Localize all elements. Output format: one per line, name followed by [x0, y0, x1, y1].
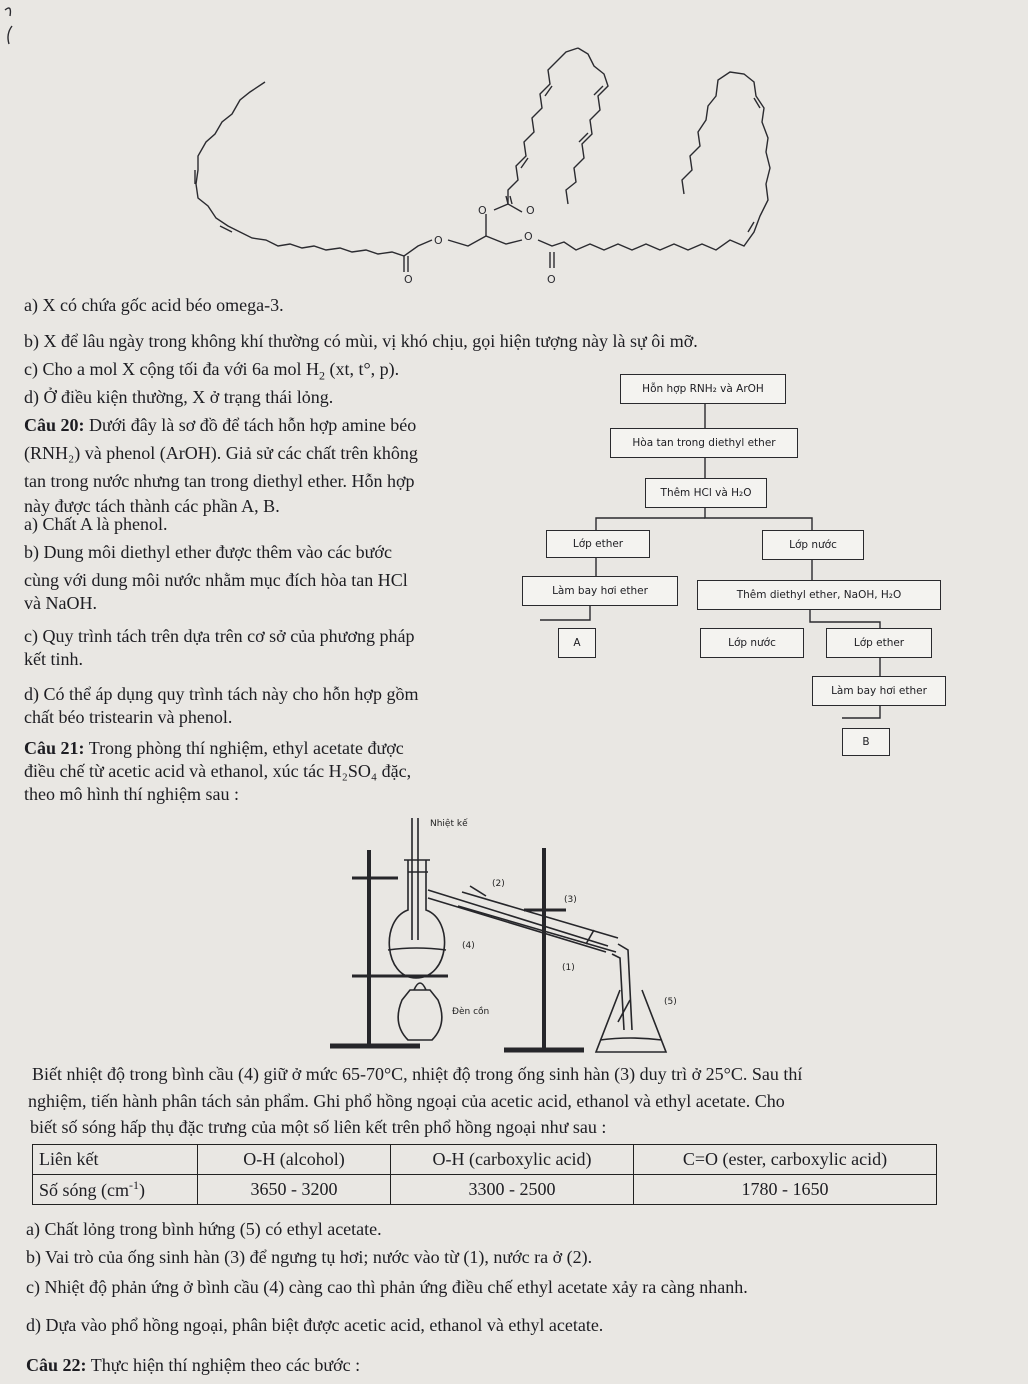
- q21-c: c) Nhiệt độ phản ứng ở bình cầu (4) càng cao thì phản ứng điều chế ethyl acetate xảy ra càng nhanh.: [26, 1277, 748, 1297]
- q21-p3: biết số sóng hấp thụ đặc trưng của một số liên kết trên phổ hồng ngoại như sau :: [30, 1117, 607, 1137]
- flow-add-naoh: Thêm diethyl ether, NaOH, H₂O: [697, 580, 941, 610]
- label-lamp: Đèn cồn: [452, 1007, 490, 1017]
- q20-b-3: và NaOH.: [24, 593, 97, 613]
- table-cell: [33, 1175, 198, 1205]
- q19-a: a) X có chứa gốc acid béo omega-3.: [24, 295, 284, 315]
- o-label: O: [478, 204, 487, 217]
- q21-p2: nghiệm, tiến hành phân tách sản phẩm. Ghi phổ hồng ngoại của acetic acid, ethanol và ethyl acetate. Cho: [28, 1091, 785, 1111]
- q21-intro: Trong phòng thí nghiệm, ethyl acetate được: [88, 738, 404, 758]
- flow-a: A: [558, 628, 596, 658]
- label-5: (5): [664, 997, 677, 1007]
- q21-line-2: điều chế từ acetic acid và ethanol, xúc tác H₂SO₄ đặc,: [24, 761, 412, 781]
- q20-b-2: cùng với dung môi nước nhằm mục đích hòa tan HCl: [24, 570, 408, 590]
- ir-table: [32, 1144, 937, 1205]
- q19-c-sub: 2: [318, 368, 325, 383]
- q20-line-2: (RNH₂) và phenol (ArOH). Giả sử các chất trên không: [24, 443, 418, 463]
- q20-c-1: c) Quy trình tách trên dựa trên cơ sở của phương pháp: [24, 626, 415, 646]
- label-2: (2): [492, 879, 505, 889]
- o-label: O: [526, 204, 535, 217]
- q20-d-1: d) Có thể áp dụng quy trình tách này cho hỗn hợp gồm: [24, 684, 419, 704]
- table-cell: O-H (alcohol): [198, 1145, 391, 1175]
- flow-mix: Hỗn hợp RNH₂ và ArOH: [620, 374, 786, 404]
- q21-p1: Biết nhiệt độ trong bình cầu (4) giữ ở mức 65-70°C, nhiệt độ trong ống sinh hàn (3) duy trì ở 25°C. Sau thí: [32, 1064, 803, 1084]
- o-label: O: [434, 234, 443, 247]
- q20-intro: Dưới đây là sơ đồ để tách hỗn hợp amine béo: [89, 415, 417, 435]
- q20-b-1: b) Dung môi diethyl ether được thêm vào các bước: [24, 542, 392, 562]
- flow-evap-ether: Làm bay hơi ether: [522, 576, 678, 606]
- wavenumber-close: ): [139, 1180, 145, 1200]
- q20-d-2: chất béo tristearin và phenol.: [24, 707, 233, 727]
- label-3: (3): [564, 895, 577, 905]
- table-cell: 3650 - 3200: [198, 1175, 391, 1205]
- flow-water-layer-2: Lớp nước: [700, 628, 804, 658]
- q19-b: b) X để lâu ngày trong không khí thường có mùi, vị khó chịu, gọi hiện tượng này là sự ôi mỡ.: [24, 331, 698, 351]
- table-cell: O-H (carboxylic acid): [391, 1145, 634, 1175]
- flow-ether-layer: Lớp ether: [546, 530, 650, 558]
- q20-line-4: này được tách thành các phần A, B.: [24, 496, 280, 516]
- table-row: [33, 1175, 937, 1205]
- q19-c-text: c) Cho a mol X cộng tối đa với 6a mol H: [24, 359, 319, 379]
- q20-a: a) Chất A là phenol.: [24, 514, 168, 534]
- q20-c-2: kết tinh.: [24, 649, 83, 669]
- table-cell: Liên kết: [33, 1145, 198, 1175]
- o-label: O: [547, 273, 556, 286]
- table-row: [33, 1145, 937, 1175]
- q19-c-text-end: (xt, t°, p).: [324, 359, 400, 379]
- q22-line: [26, 1354, 360, 1376]
- o-label: O: [404, 273, 413, 286]
- flow-b: B: [842, 728, 890, 756]
- q21-b: b) Vai trò của ống sinh hàn (3) để ngưng tụ hơi; nước vào từ (1), nước ra ở (2).: [26, 1247, 593, 1267]
- q21-line-3: theo mô hình thí nghiệm sau :: [24, 784, 239, 804]
- flow-water-layer: Lớp nước: [762, 530, 864, 560]
- q20-line-3: tan trong nước nhưng tan trong diethyl ether. Hỗn hợp: [24, 471, 415, 491]
- table-cell: C=O (ester, carboxylic acid): [634, 1145, 937, 1175]
- q22-text: Thực hiện thí nghiệm theo các bước :: [90, 1355, 361, 1375]
- table-cell: 1780 - 1650: [634, 1175, 937, 1205]
- q19-d: d) Ở điều kiện thường, X ở trạng thái lỏng.: [24, 387, 334, 407]
- flow-ether-layer-2: Lớp ether: [826, 628, 932, 658]
- table-cell: 3300 - 2500: [391, 1175, 634, 1205]
- label-4: (4): [462, 941, 475, 951]
- o-label: O: [524, 230, 533, 243]
- label-thermometer: Nhiệt kế: [430, 819, 468, 829]
- q22-title: Câu 22:: [26, 1355, 87, 1375]
- q21-a: a) Chất lỏng trong bình hứng (5) có ethyl acetate.: [26, 1219, 382, 1239]
- q21-d: d) Dựa vào phổ hồng ngoại, phân biệt được acetic acid, ethanol và ethyl acetate.: [26, 1315, 604, 1335]
- flow-dissolve: Hòa tan trong diethyl ether: [610, 428, 798, 458]
- q21-title: Câu 21:: [24, 738, 85, 758]
- wavenumber-label: Số sóng (cm: [39, 1180, 129, 1200]
- label-1: (1): [562, 963, 575, 973]
- flow-evap-ether-2: Làm bay hơi ether: [812, 676, 946, 706]
- flow-add-hcl: Thêm HCl và H₂O: [645, 478, 767, 508]
- q20-title: Câu 20:: [24, 415, 85, 435]
- wavenumber-sup: -1: [129, 1178, 139, 1192]
